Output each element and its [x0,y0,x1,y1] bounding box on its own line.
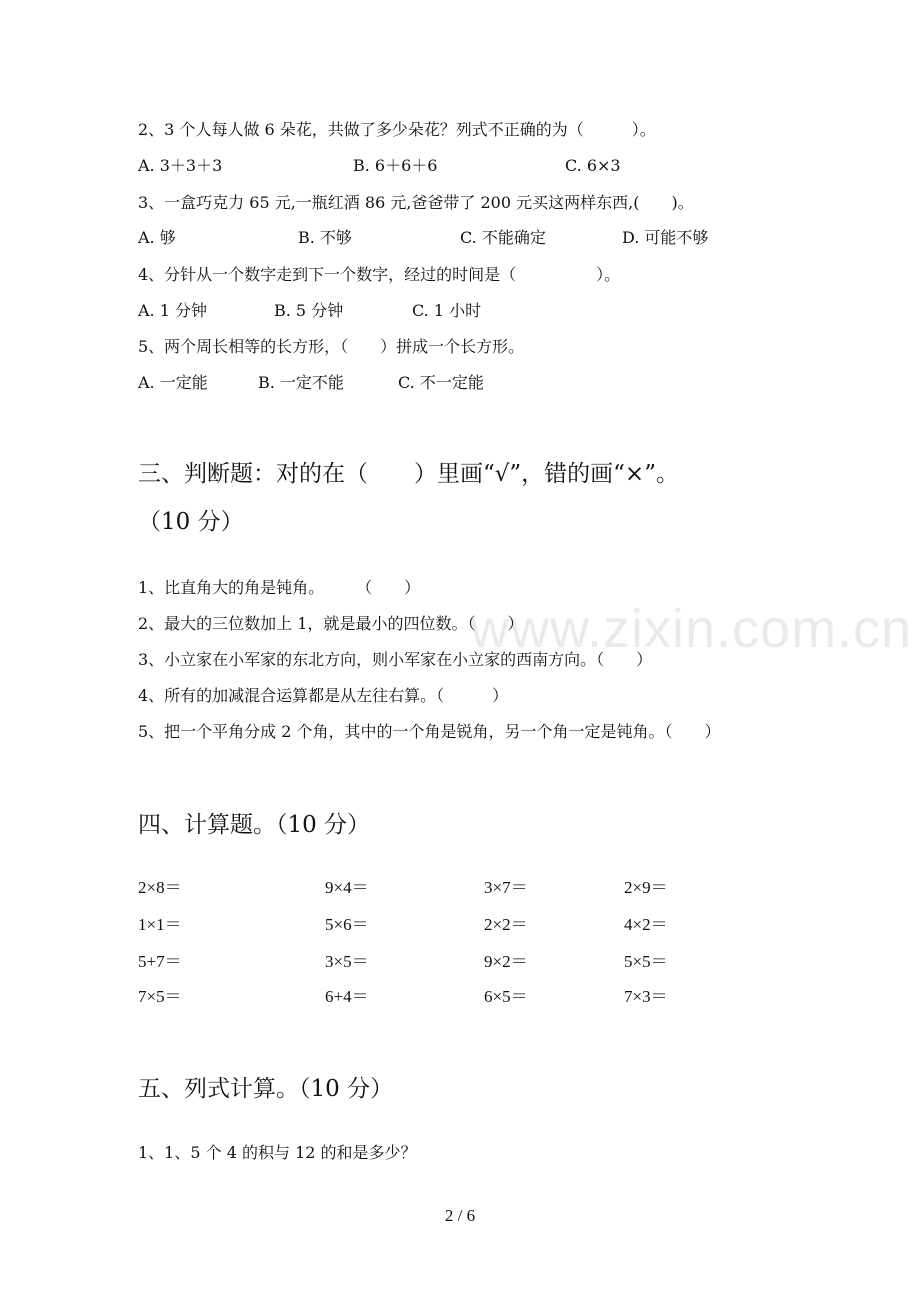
question-2-option-b: B. 6＋6＋6 [353,156,438,175]
calc-r2-c1: 1×1＝ [138,915,182,934]
calc-r3-c4: 5×5＝ [624,952,668,971]
question-5-option-a: A. 一定能 [138,373,208,392]
section-3-heading: 三、判断题：对的在（ ）里画“√”，错的画“×”。 [138,461,679,487]
calc-r2-c2: 5×6＝ [325,915,369,934]
question-5-option-b: B. 一定不能 [258,373,344,392]
calc-r1-c2: 9×4＝ [325,878,369,897]
question-4-option-a: A. 1 分钟 [138,301,207,320]
calc-r2-c3: 2×2＝ [484,915,528,934]
calc-r3-c1: 5+7＝ [138,952,182,971]
judge-item-4: 4、所有的加减混合运算都是从左往右算。（ ） [138,686,509,705]
section-5-heading: 五、列式计算。（10 分） [138,1076,394,1102]
calc-r1-c4: 2×9＝ [624,878,668,897]
question-2-option-a: A. 3＋3＋3 [138,156,223,175]
calc-r4-c1: 7×5＝ [138,987,182,1006]
judge-item-5: 5、把一个平角分成 2 个角，其中的一个角是锐角，另一个角一定是钝角。（ ） [138,722,721,741]
judge-item-1: 1、比直角大的角是钝角。 （ ） [138,578,421,597]
question-3-option-c: C. 不能确定 [460,228,546,247]
question-3-option-a: A. 够 [138,228,176,247]
judge-item-2: 2、最大的三位数加上 1，就是最小的四位数。（ ） [138,614,524,633]
calc-r3-c2: 3×5＝ [325,952,369,971]
question-2-option-c: C. 6×3 [565,156,621,175]
question-5-option-c: C. 不一定能 [398,373,484,392]
question-4-option-b: B. 5 分钟 [274,301,344,320]
question-3-text: 3、一盒巧克力 65 元,一瓶红酒 86 元,爸爸带了 200 元买这两样东西,( )。 [138,193,694,212]
word-problem-1: 1、1、5 个 4 的积与 12 的和是多少？ [138,1143,417,1162]
calc-r4-c2: 6+4＝ [325,987,369,1006]
page-number: 2 / 6 [444,1206,476,1225]
question-3-option-b: B. 不够 [298,228,352,247]
calc-r4-c4: 7×3＝ [624,987,668,1006]
question-3-option-d: D. 可能不够 [622,228,709,247]
calc-r1-c1: 2×8＝ [138,878,182,897]
question-4-option-c: C. 1 小时 [412,301,482,320]
question-2-text: 2、3 个人每人做 6 朵花，共做了多少朵花？列式不正确的为（ ）。 [138,120,656,139]
calc-r4-c3: 6×5＝ [484,987,528,1006]
question-4-text: 4、分针从一个数字走到下一个数字，经过的时间是（ ）。 [138,265,621,284]
section-4-heading: 四、计算题。（10 分） [138,812,371,838]
question-5-text: 5、两个周长相等的长方形，（ ）拼成一个长方形。 [138,337,525,356]
calc-r2-c4: 4×2＝ [624,915,668,934]
judge-item-3: 3、小立家在小军家的东北方向，则小军家在小立家的西南方向。（ ） [138,650,653,669]
section-3-heading-score: （10 分） [138,509,244,535]
calc-r3-c3: 9×2＝ [484,952,528,971]
calc-r1-c3: 3×7＝ [484,878,528,897]
watermark: www.zixin.com.cn [470,599,913,659]
